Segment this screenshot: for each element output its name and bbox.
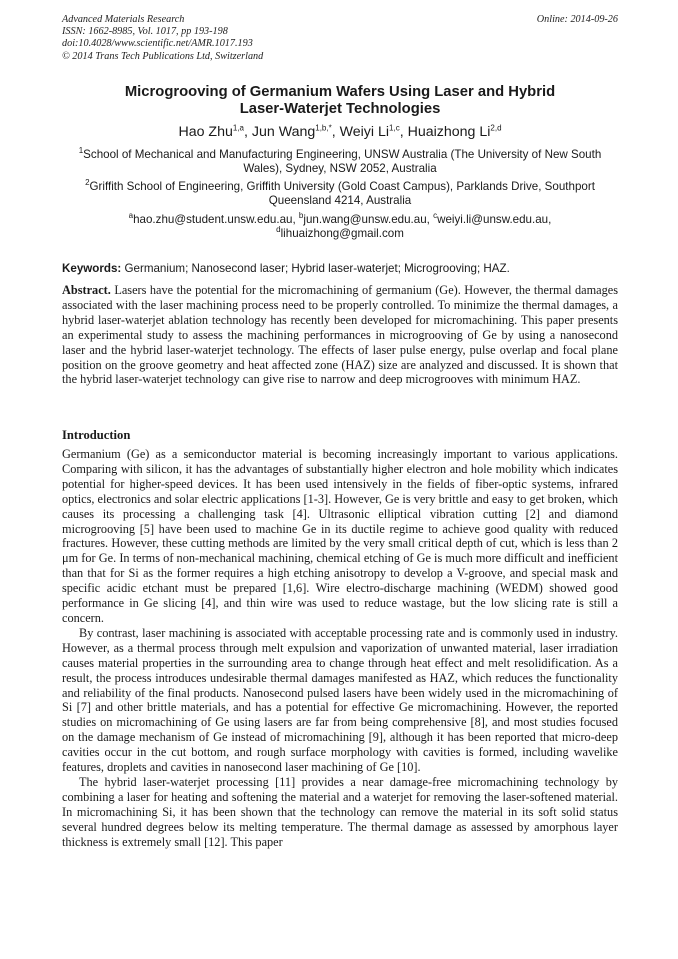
author-sep: , <box>331 124 340 140</box>
keywords-label: Keywords: <box>62 262 122 275</box>
author-sup: 1,b,* <box>315 123 332 133</box>
author-sep: , <box>399 124 408 140</box>
paper-title <box>62 84 618 118</box>
keywords-text: Germanium; Nanosecond laser; Hybrid laser-waterjet; Microgrooving; HAZ. <box>121 262 510 275</box>
affiliation-1 <box>62 148 618 176</box>
author-sep: , <box>244 124 252 140</box>
journal-header <box>62 14 618 63</box>
email-sup: a <box>128 211 134 221</box>
copyright-line: © 2014 Trans Tech Publications Ltd, Switzerland <box>62 50 264 62</box>
email-text: hao.zhu@student.unsw.edu.au, <box>133 213 299 226</box>
section-heading-introduction: Introduction <box>62 428 131 442</box>
abstract-label: Abstract. <box>62 283 111 297</box>
abstract-text: Lasers have the potential for the micromachining of germanium (Ge). However, the thermal damages associated with the laser machining process need to be properly controlled. To minimize the thermal damages, a hybrid laser-waterjet ablation technology has recently been developed for micromachining. This paper presents an experimental study to assess the machining performances in microgrooving of Ge by using a nanosecond laser and the hybrid laser-waterjet technology. The effects of laser pulse energy, pulse overlap and focal plane position on the groove geometry and heat affected zone (HAZ) size are analyzed and discussed. It is shown that the hybrid laser-waterjet technology can give rise to narrow and deep microgrooves with minimum HAZ. <box>62 283 618 387</box>
author-list <box>62 123 618 141</box>
affiliation-2 <box>62 180 618 208</box>
email-text: weiyi.li@unsw.edu.au, <box>437 213 552 226</box>
intro-paragraph-2: By contrast, laser machining is associated with acceptable processing rate and is commonly used in industry. However, as a thermal process through melt expulsion and vaporization of unwanted material, laser irradiation causes material properties in the surrounding area to change through heat effect and melt resolidification. As a result, the process introduces undesirable thermal damages manifested as HAZ, which reduces the functionality and reliability of the final products. Nanosecond pulsed lasers have been widely used in the micromachining of Si [7] and other brittle materials, and has a potential for effective Ge micromachining. However, the reported studies on micromachining of Ge using lasers are far from being comprehensive [8], and most studies focused on the damage mechanism of Ge instead of micromachining [9], although it has been reported that micro-deep cavities occur in the cut bottom, and rough surface morphology with cavities is formed, including wavelike features, droplets and cavities in nanosecond laser machining of Ge [10]. <box>62 625 618 775</box>
email-sup: d <box>276 225 281 235</box>
affiliation-sup: 1 <box>78 146 84 156</box>
email-sup: b <box>298 211 304 221</box>
journal-name: Advanced Materials Research <box>62 14 185 25</box>
author-name: Jun Wang <box>251 124 316 140</box>
author-sup: 1,c <box>389 123 400 133</box>
author-name: Weiyi Li <box>339 124 390 140</box>
email-text: jun.wang@unsw.edu.au, <box>303 213 434 226</box>
title-line-1: Microgrooving of Germanium Wafers Using Laser and Hybrid <box>124 84 556 100</box>
author-name: Hao Zhu <box>178 124 233 140</box>
online-date: Online: 2014-09-26 <box>536 14 618 25</box>
introduction-body <box>62 447 618 849</box>
affiliation-text: School of Mechanical and Manufacturing Engineering, UNSW Australia (The University of New South Wales), Sydney, NSW 2052, Australia <box>83 148 602 176</box>
affiliation-text: Griffith School of Engineering, Griffith University (Gold Coast Campus), Parklands Drive, Southport Queensland 4214, Australia <box>89 180 595 208</box>
issn-line: ISSN: 1662-8985, Vol. 1017, pp 193-198 <box>62 26 228 38</box>
author-emails <box>62 213 618 241</box>
abstract <box>62 283 618 387</box>
email-sup: c <box>433 211 438 221</box>
affiliation-sup: 2 <box>85 178 90 188</box>
author-name: Huaizhong Li <box>407 124 491 140</box>
author-sup: 1,a <box>232 123 244 133</box>
title-line-2: Laser-Waterjet Technologies <box>239 101 441 117</box>
intro-paragraph-1: Germanium (Ge) as a semiconductor material is becoming increasingly important to various applications. Comparing with silicon, it has the advantages of substantially higher electron and hole mobility which indicates potential for higher-speed devices. It has been used intensively in the fields of fiber-optic systems, infrared optics, electronics and solar electric applications [1-3]. However, Ge is very brittle and easy to get broken, which causes its processing a challenging task [4]. Ultrasonic elliptical vibration cutting [2] and diamond microgrooving [5] have been used to machine Ge in its ductile regime to achieve good quality with reduced fractures. However, these cutting methods are limited by the very small critical depth of cut, which is less than 2 μm for Ge. In terms of non-mechanical machining, chemical etching of Ge is much more difficult and inefficient than that for Si as the former requires a high etching anisotropy to develop a V-groove, and special mask and specific acidic etchant must be prepared [1,6]. Wire electro-discharge machining (WEDM) showed good performance in Ge slicing [4], and thin wire was used to reduce wastage, but the low slicing rate is still a concern. <box>62 447 618 625</box>
author-sup: 2,d <box>490 123 502 133</box>
keywords <box>62 262 618 276</box>
email-text: lihuaizhong@gmail.com <box>280 227 404 241</box>
doi-line: doi:10.4028/www.scientific.net/AMR.1017.193 <box>62 38 253 50</box>
intro-paragraph-3: The hybrid laser-waterjet processing [11] provides a near damage-free micromachining technology by combining a laser for heating and softening the material and a waterjet for removing the laser-softened material. In micromachining Si, it has been shown that the technology can remove the material in its soft solid status several hundred degrees below its melting temperature. The thermal damage as assessed by amorphous layer thickness is extremely small [12]. This paper <box>62 774 618 849</box>
